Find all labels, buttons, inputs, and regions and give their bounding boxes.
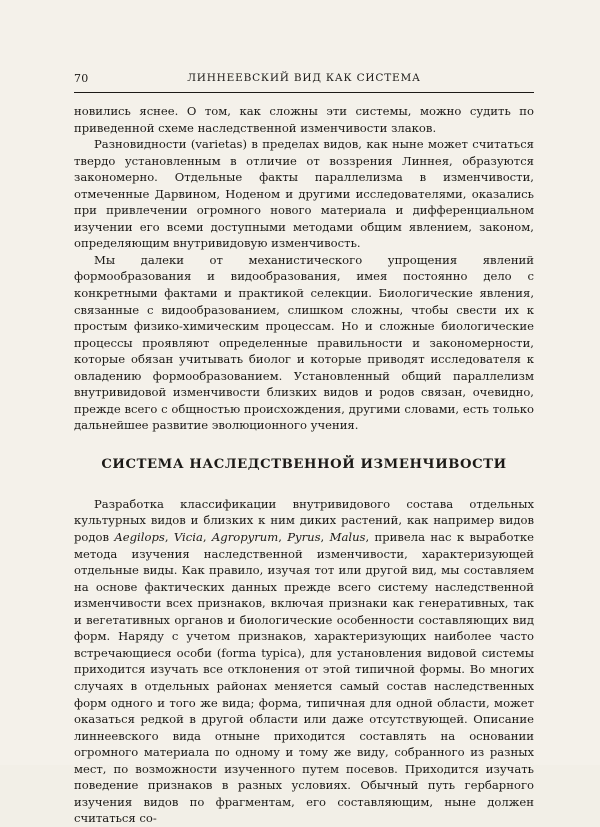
separator: , [164, 530, 174, 545]
genus-vicia: Vicia [173, 530, 203, 545]
classification-text: , привела нас к выработке метода изучения наследственной изменчивости, характеризующей отдельные виды. Как правило, изучая тот или другой вид, мы составляем на основе фактических данных прежде всего систему наследственной изменчивости всех признаков, включая признаки как генеративных, так и вегетативных органов и биологические особенности составляющих вид форм. Наряду с учетом признаков, характеризующих наиболее часто встречающиеся особи (forma typica), для установления видовой системы приходится изучать все отклонения от этой типичной формы. Во многих случаях в отдельных районах меняется самый состав наследственных форм одного и того же вида; форма, типичная для одной области, может оказаться редкой в другой области или даже отсутствующей. Описание линнеевского вида отныне приходится составлять на основании огромного материала по одному и тому же виду, собранного из разных мест, по возможности изученного путем посевов. Приходится изучать поведение признаков в разных условиях. Обычный путь гербарного изучения видов по фрагментам, его составляющим, ныне должен считаться со- [74, 530, 535, 826]
section-title: СИСТЕМА НАСЛЕДСТВЕННОЙ ИЗМЕНЧИВОСТИ [101, 456, 507, 472]
running-head: ЛИННЕЕВСКИЙ ВИД КАК СИСТЕМА [187, 72, 421, 84]
genus-agropyrum: Agropyrum [211, 530, 279, 545]
paragraph-varietas: Разновидности (varietas) в пределах видов, как ныне может считаться твердо установленным в отличие от воззрения Линнея, образуются закономерно. Отдельные факты параллелизма в изменчивости, отмеченные Дарвином, Ноденом и другими исследователями, оказались при привлечении огромного нового материала и дифференциальном изучении его всеми доступными методами общим явлением, законом, определяющим внутривидовую изменчивость. [74, 137, 534, 251]
page-header [74, 72, 534, 90]
genus-aegilops: Aegilops [114, 530, 165, 545]
paragraph-continuation: новились яснее. О том, как сложны эти системы, можно судить по приведенной схеме наследственной изменчивости злаков. [74, 104, 534, 135]
header-rule [74, 92, 534, 93]
paragraph-classification [74, 496, 534, 827]
paragraph-mechanistic: Мы далеки от механистического упрощения явлений формообразования и видообразования, имея постоянно дело с конкретными фактами и практикой селекции. Биологические явления, связанные с видообразованием, слишком сложны, чтобы свести их к простым физико-химическим процессам. Но и сложные биологические процессы проявляют определенные правильности и закономерности, которые обязан учитывать биолог и которые приводят исследователя к овладению формообразованием. Установленный общий параллелизм внутривидовой изменчивости близких видов и родов связан, очевидно, прежде всего с общностью происхождения, другими словами, есть только дальнейшее развитие эволюционного учения. [74, 252, 534, 433]
separator: , [202, 530, 212, 545]
genus-malus: Malus [329, 530, 366, 545]
body-text [74, 103, 534, 827]
separator: , [320, 530, 330, 545]
genus-pyrus: Pyrus [287, 530, 321, 545]
page-number: 70 [74, 72, 89, 85]
separator: , [278, 530, 288, 545]
intro-text: Разработка классификации внутривидового состава отдельных культурных видов и близких к ним диких растений, как например видов родов [74, 496, 534, 545]
